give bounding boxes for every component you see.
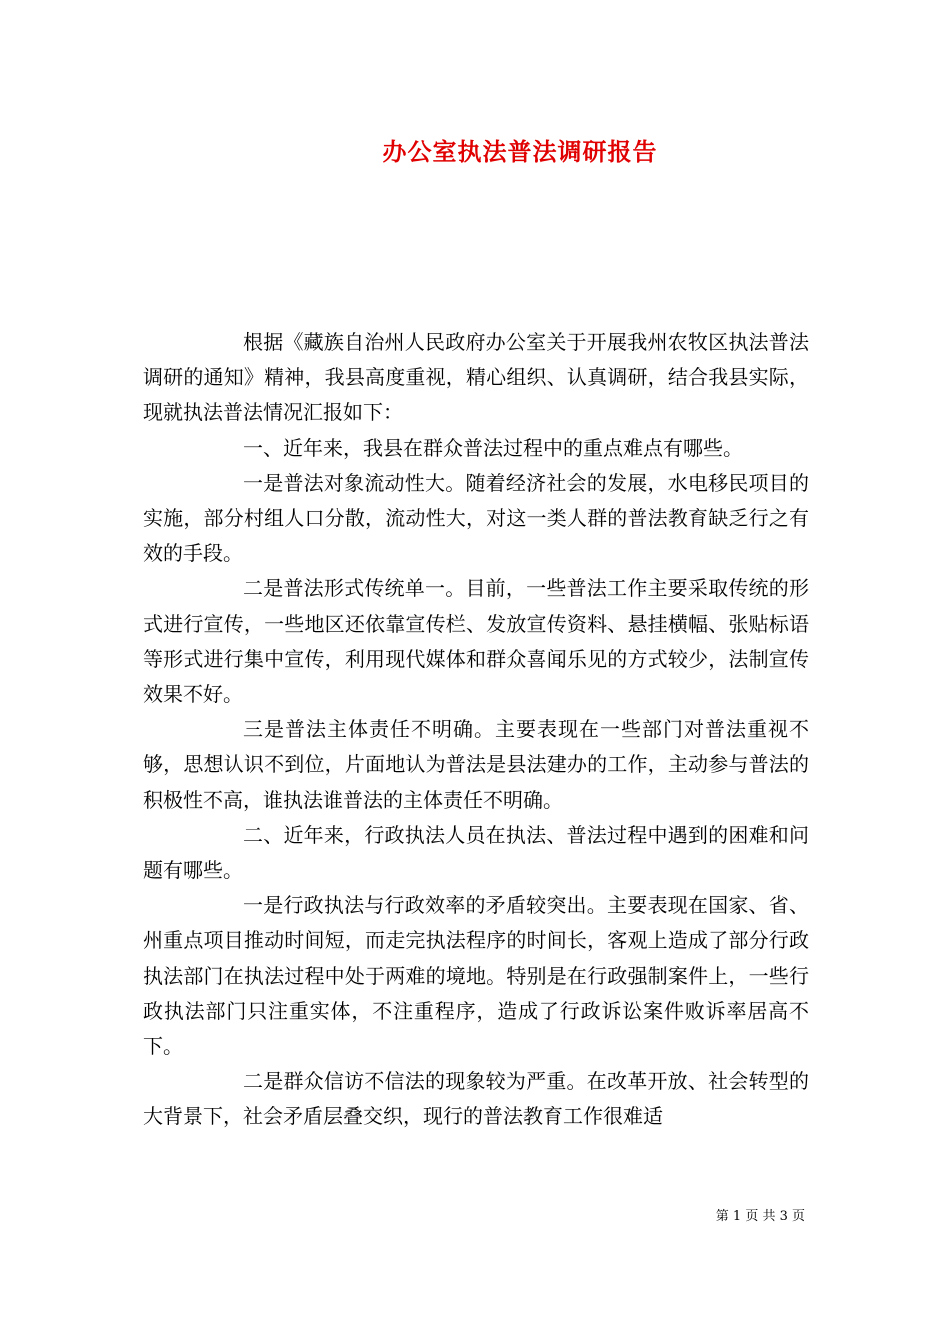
paragraph-intro: 根据《藏族自治州人民政府办公室关于开展我州农牧区执法普法调研的通知》精神，我县高度重视，精心组织、认真调研，结合我县实际，现就执法普法情况汇报如下： <box>143 330 809 425</box>
paragraph-point-2-2: 二是群众信访不信法的现象较为严重。在改革开放、社会转型的大背景下，社会矛盾层叠交织，现行的普法教育工作很难适 <box>143 1069 809 1129</box>
paragraph-point-1-1: 一是普法对象流动性大。随着经济社会的发展，水电移民项目的实施，部分村组人口分散，流动性大，对这一类人群的普法教育缺乏行之有效的手段。 <box>143 470 809 566</box>
paragraph-point-1-2: 二是普法形式传统单一。目前，一些普法工作主要采取传统的形式进行宣传，一些地区还依靠宣传栏、发放宣传资料、悬挂横幅、张贴标语等形式进行集中宣传，利用现代媒体和群众喜闻乐见的方式较少，法制宣传效果不好。 <box>143 576 809 707</box>
document-title: 办公室执法普法调研报告 <box>382 137 658 166</box>
paragraph-point-2-1: 一是行政执法与行政效率的矛盾较突出。主要表现在国家、省、州重点项目推动时间短，而走完执法程序的时间长，客观上造成了部分行政执法部门在执法过程中处于两难的境地。特别是在行政强制案件上，一些行政执法部门只注重实体，不注重程序，造成了行政诉讼案件败诉率居高不下。 <box>143 893 809 1059</box>
paragraph-point-1-3: 三是普法主体责任不明确。主要表现在一些部门对普法重视不够，思想认识不到位，片面地认为普法是县法建办的工作，主动参与普法的积极性不高，谁执法谁普法的主体责任不明确。 <box>143 717 809 812</box>
paragraph-section-1-heading: 一、近年来，我县在群众普法过程中的重点难点有哪些。 <box>243 435 743 460</box>
page-number-footer: 第 1 页 共 3 页 <box>715 1209 805 1224</box>
paragraph-section-2-heading: 二、近年来，行政执法人员在执法、普法过程中遇到的困难和问题有哪些。 <box>143 822 809 883</box>
document-body <box>143 325 809 1135</box>
